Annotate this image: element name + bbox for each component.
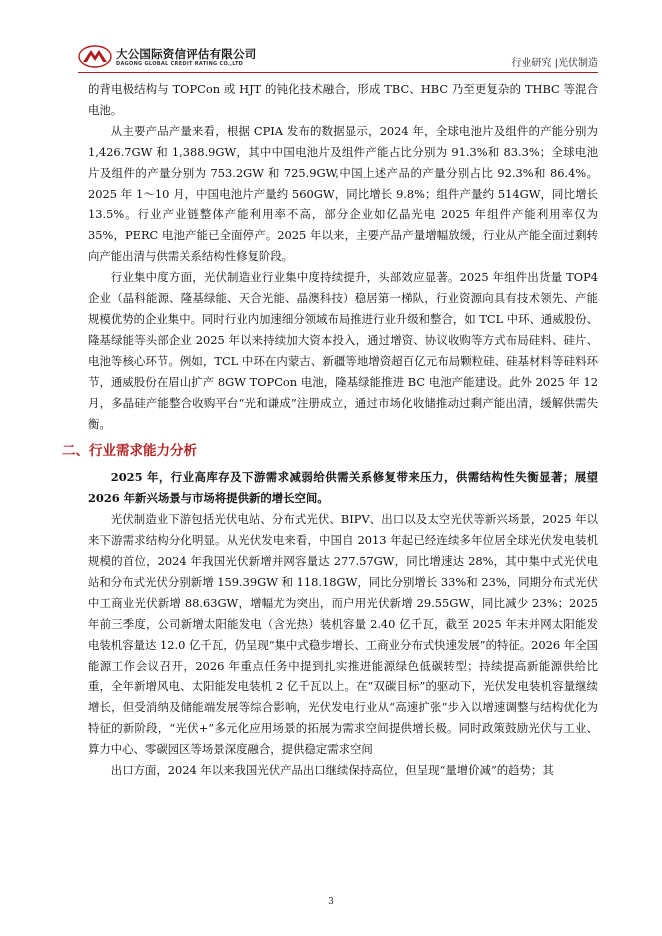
- paragraph-concentration: 行业集中度方面，光伏制造业行业集中度持续提升，头部效应显著。2025 年组件出货量 TOP4 企业（晶科能源、隆基绿能、天合光能、晶澳科技）稳居第一梯队，行业资源向具有技术领先、产能规模优势的企业集中。同时行业内加速细分领域布局推进行业升级和整合，如 TCL 中环、通威股份、隆基绿能等头部企业 2025 年以来持续加大资本投入，通过增资、协议收购等方式布局硅料、硅片、电池等核心环节。例如，TCL 中环在内蒙古、新疆等地增资超百亿元布局颗粒硅、硅基材料等硅料环节，通威股份在眉山扩产 8GW TOPCon 电池，隆基绿能推进 BC 电池产能建设。此外 2025 年 12 月，多晶硅产能整合收购平台“光和谦成”注册成立，通过市场化收储推动过剩产能出清，缓解供需失衡。: [88, 270, 598, 431]
- paragraph-demand: 光伏制造业下游包括光伏电站、分布式光伏、BIPV、出口以及太空光伏等新兴场景，2025 年以来下游需求结构分化明显。从光伏发电来看，中国自 2013 年起已经连续多年位居全球光伏发电装机规模的首位，2024 年我国光伏新增并网容量达 277.57GW，同比增速达 28%，其中集中式光伏电站和分布式光伏分别新增 159.39GW 和 118.18GW，同比分别增长 33%和 23%，同期分布式光伏中工商业光伏新增 88.63GW，增幅尤为突出，而户用光伏新增 29.55GW，同比减少 23%；2025 年前三季度，公司新增太阳能发电（含光热）装机容量 2.40 亿千瓦，截至 2025 年末并网太阳能发电装机容量达 12.0 亿千瓦，仍呈现“集中式稳步增长、工商业分布式快速发展”的特征。2026 年全国能源工作会议召开，2026 年重点任务中提到扎实推进能源绿色低碳转型；持续提高新能源供给比重，全年新增风电、太阳能发电装机 2 亿千瓦以上。在“双碳目标”的驱动下，光伏发电装机容量继续增长，但受消纳及储能端发展等综合影响，光伏发电行业从“高速扩张”步入以增速调整与结构优化为特征的新阶段，“光伏+”多元化应用场景的拓展为需求空间提供增长极。同时政策鼓励光伏与工业、算力中心、零碳园区等场景深度融合，提供稳定需求空间: [88, 512, 598, 757]
- paragraph-production: 从主要产品产量来看，根据 CPIA 发布的数据显示，2024 年，全球电池片及组件的产能分别为 1,426.7GW 和 1,388.9GW，其中中国电池片及组件产能占比分别为 91.3%和 83.3%；全球电池片及组件的产量分别为 753.2GW 和 725.9GW,中国上述产品的产量分别占比 92.3%和 86.4%。2025 年 1～10 月，中国电池片产量约 560GW，同比增长 9.8%；组件产量约 514GW，同比增长 13.5%。行业产业链整体产能利用率不高，部分企业如亿晶光电 2025 年组件产能利用率仅为 35%，PERC 电池产能已全面停产。2025 年以来，主要产品产量增幅放缓，行业从产能全面过剩转向产能出清与供需关系结构性修复阶段。: [88, 123, 598, 264]
- paragraph-export: 出口方面，2024 年以来我国光伏产品出口继续保持高位，但呈现“量增价减”的趋势；其: [110, 763, 554, 778]
- paragraph-continued: 的背电极结构与 TOPCon 或 HJT 的钝化技术融合，形成 TBC、HBC 乃至更复杂的 THBC 等混合电池。: [88, 82, 598, 117]
- dagong-logo-icon: [78, 44, 112, 68]
- page-number: 3: [328, 897, 334, 907]
- report-category: 行业研究 |光伏制造: [511, 58, 598, 69]
- section-heading: 二、行业需求能力分析: [62, 443, 197, 460]
- page-body: [62, 79, 598, 781]
- org-name-cn: 大公国际资信评估有限公司: [116, 47, 257, 61]
- org-name-en: DAGONG GLOBAL CREDIT RATING CO.,LTD: [116, 61, 244, 67]
- lead-summary: 2025 年，行业高库存及下游需求减弱给供需关系修复带来压力，供需结构性失衡显著；展望 2026 年新兴场景与市场将提供新的增长空间。: [88, 470, 598, 506]
- page-header: [78, 44, 598, 74]
- header-divider: [78, 72, 598, 73]
